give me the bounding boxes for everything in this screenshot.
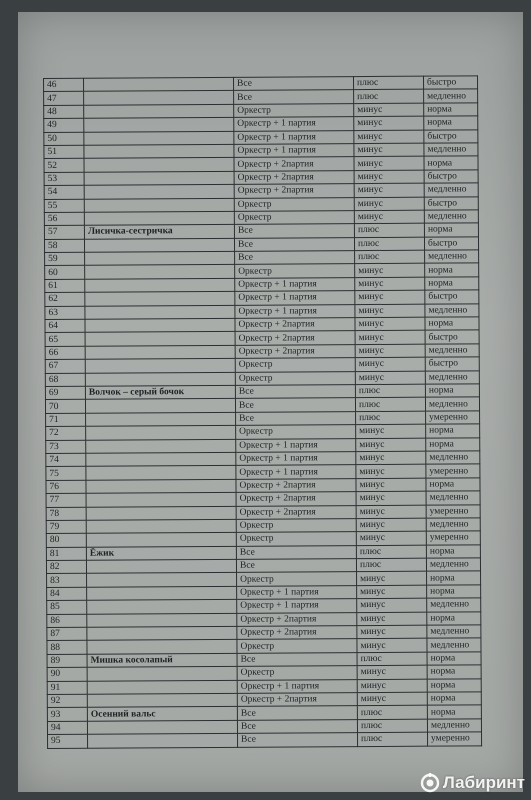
tempo-cell: норма xyxy=(425,384,479,398)
song-title-cell xyxy=(85,318,235,332)
tempo-cell: медленно xyxy=(424,89,478,103)
song-title-cell xyxy=(84,184,234,198)
part-cell: Все xyxy=(236,545,356,559)
part-cell: Все xyxy=(235,398,355,412)
tempo-cell: медленно xyxy=(427,638,481,652)
part-cell: Все xyxy=(238,733,358,747)
tempo-cell: быстро xyxy=(425,357,479,371)
row-number-cell: 92 xyxy=(47,694,87,708)
sign-cell: минус xyxy=(354,103,424,117)
part-cell: Все xyxy=(237,706,357,720)
row-number-cell: 82 xyxy=(46,560,86,574)
sign-cell: минус xyxy=(355,304,425,318)
sign-cell: минус xyxy=(354,143,424,157)
song-title-cell xyxy=(84,91,234,105)
row-number-cell: 55 xyxy=(44,199,84,213)
part-cell: Оркестр xyxy=(236,532,356,546)
song-title-cell xyxy=(88,733,238,747)
row-number-cell: 88 xyxy=(47,641,87,655)
part-cell: Оркестр xyxy=(235,264,355,278)
tempo-cell: медленно xyxy=(427,719,481,733)
tempo-cell: медленно xyxy=(425,250,479,264)
sign-cell: минус xyxy=(355,290,425,304)
sign-cell: минус xyxy=(356,531,426,545)
song-title-cell xyxy=(84,171,234,185)
sign-cell: плюс xyxy=(356,545,426,559)
row-number-cell: 48 xyxy=(44,105,84,119)
row-number-cell: 84 xyxy=(47,587,87,601)
part-cell: Оркестр + 1 партия xyxy=(234,117,354,131)
sign-cell: минус xyxy=(355,331,425,345)
part-cell: Оркестр + 2партия xyxy=(237,612,357,626)
row-number-cell: 49 xyxy=(44,118,84,132)
song-title-cell xyxy=(84,158,234,172)
part-cell: Все xyxy=(235,385,355,399)
tracks-table xyxy=(43,75,482,748)
row-number-cell: 91 xyxy=(47,681,87,695)
sign-cell: минус xyxy=(357,598,427,612)
tempo-cell: умеренно xyxy=(426,464,480,478)
row-number-cell: 64 xyxy=(45,319,85,333)
song-title-cell xyxy=(86,519,236,533)
song-title-cell xyxy=(86,425,236,439)
song-title-cell xyxy=(85,345,235,359)
song-title-cell xyxy=(85,265,235,279)
tempo-cell: медленно xyxy=(427,625,481,639)
sign-cell: минус xyxy=(355,371,425,385)
row-number-cell: 63 xyxy=(45,306,85,320)
song-title-cell xyxy=(87,573,237,587)
row-number-cell: 83 xyxy=(47,574,87,588)
sign-cell: минус xyxy=(356,505,426,519)
part-cell: Все xyxy=(235,251,355,265)
row-number-cell: 51 xyxy=(44,145,84,159)
song-title-cell: Мишка косолапый xyxy=(87,653,237,667)
tempo-cell: быстро xyxy=(425,330,479,344)
song-title-cell xyxy=(85,292,235,306)
part-cell: Оркестр + 1 партия xyxy=(236,438,356,452)
song-title-cell xyxy=(84,131,234,145)
tempo-cell: медленно xyxy=(424,210,478,224)
part-cell: Оркестр + 1 партия xyxy=(236,452,356,466)
row-number-cell: 81 xyxy=(46,547,86,561)
tempo-cell: умеренно xyxy=(426,411,480,425)
tempo-cell: медленно xyxy=(424,183,478,197)
part-cell: Оркестр + 1 партия xyxy=(236,465,356,479)
row-number-cell: 85 xyxy=(47,600,87,614)
sign-cell: минус xyxy=(357,612,427,626)
row-number-cell: 76 xyxy=(46,480,86,494)
tempo-cell: медленно xyxy=(425,344,479,358)
song-title-cell xyxy=(85,372,235,386)
tempo-cell: быстро xyxy=(425,290,479,304)
part-cell: Все xyxy=(233,77,353,91)
row-number-cell: 67 xyxy=(45,359,85,373)
tempo-cell: быстро xyxy=(424,237,478,251)
sign-cell: минус xyxy=(357,665,427,679)
song-title-cell xyxy=(86,492,236,506)
row-number-cell: 59 xyxy=(45,252,85,266)
row-number-cell: 79 xyxy=(46,520,86,534)
song-title-cell xyxy=(85,305,235,319)
song-title-cell xyxy=(87,680,237,694)
document-page xyxy=(18,12,523,792)
tempo-cell: умеренно xyxy=(426,504,480,518)
row-number-cell: 56 xyxy=(44,212,84,226)
row-number-cell: 90 xyxy=(47,667,87,681)
part-cell: Оркестр xyxy=(235,371,355,385)
song-title-cell xyxy=(84,238,234,252)
part-cell: Все xyxy=(237,719,357,733)
tempo-cell: медленно xyxy=(426,451,480,465)
sign-cell: минус xyxy=(355,344,425,358)
sign-cell: минус xyxy=(356,478,426,492)
sign-cell: минус xyxy=(356,424,426,438)
tempo-cell: быстро xyxy=(424,196,478,210)
part-cell: Оркестр + 1 партия xyxy=(234,130,354,144)
sign-cell: минус xyxy=(357,679,427,693)
part-cell: Оркестр + 2партия xyxy=(235,331,355,345)
row-number-cell: 80 xyxy=(46,534,86,548)
sign-cell: минус xyxy=(356,464,426,478)
sign-cell: минус xyxy=(354,170,424,184)
sign-cell: плюс xyxy=(357,652,427,666)
part-cell: Оркестр + 2партия xyxy=(236,505,356,519)
tempo-cell: норма xyxy=(427,705,481,719)
row-number-cell: 57 xyxy=(44,226,84,240)
sign-cell: минус xyxy=(357,692,427,706)
row-number-cell: 86 xyxy=(47,614,87,628)
tempo-cell: медленно xyxy=(426,491,480,505)
tempo-cell: быстро xyxy=(424,129,478,143)
row-number-cell: 62 xyxy=(45,292,85,306)
part-cell: Оркестр xyxy=(236,425,356,439)
row-number-cell: 72 xyxy=(46,426,86,440)
tempo-cell: норма xyxy=(424,156,478,170)
part-cell: Оркестр + 2партия xyxy=(236,478,356,492)
part-cell: Оркестр + 2партия xyxy=(234,170,354,184)
tempo-cell: медленно xyxy=(426,518,480,532)
row-number-cell: 75 xyxy=(46,467,86,481)
row-number-cell: 71 xyxy=(46,413,86,427)
sign-cell: плюс xyxy=(354,237,424,251)
tempo-cell: медленно xyxy=(426,558,480,572)
sign-cell: минус xyxy=(356,491,426,505)
song-title-cell xyxy=(85,278,235,292)
sign-cell: минус xyxy=(354,183,424,197)
sign-cell: минус xyxy=(357,625,427,639)
song-title-cell xyxy=(87,693,237,707)
song-title-cell: Осенний вальс xyxy=(87,707,237,721)
tempo-cell: норма xyxy=(425,277,479,291)
row-number-cell: 46 xyxy=(44,78,84,92)
tempo-cell: медленно xyxy=(424,143,478,157)
tempo-cell: норма xyxy=(427,692,481,706)
tempo-cell: умеренно xyxy=(428,732,482,746)
part-cell: Все xyxy=(236,559,356,573)
tracks-table-body xyxy=(44,76,482,748)
song-title-cell: Ёжик xyxy=(86,546,236,560)
row-number-cell: 78 xyxy=(46,507,86,521)
row-number-cell: 87 xyxy=(47,627,87,641)
part-cell: Оркестр xyxy=(237,639,357,653)
sign-cell: минус xyxy=(357,639,427,653)
part-cell: Все xyxy=(234,90,354,104)
sign-cell: минус xyxy=(357,572,427,586)
sign-cell: плюс xyxy=(354,90,424,104)
row-number-cell: 73 xyxy=(46,440,86,454)
song-title-cell xyxy=(87,586,237,600)
tempo-cell: норма xyxy=(426,478,480,492)
sign-cell: плюс xyxy=(355,384,425,398)
row-number-cell: 53 xyxy=(44,172,84,186)
part-cell: Оркестр + 2партия xyxy=(235,318,355,332)
part-cell: Оркестр + 1 партия xyxy=(237,679,357,693)
part-cell: Оркестр xyxy=(235,358,355,372)
row-number-cell: 69 xyxy=(45,386,85,400)
song-title-cell xyxy=(85,359,235,373)
row-number-cell: 93 xyxy=(47,708,87,722)
tempo-cell: норма xyxy=(425,263,479,277)
watermark xyxy=(420,772,525,794)
part-cell: Оркестр + 1 партия xyxy=(235,304,355,318)
tempo-cell: норма xyxy=(427,652,481,666)
song-title-cell xyxy=(84,77,234,91)
sign-cell: минус xyxy=(354,197,424,211)
sign-cell: минус xyxy=(356,518,426,532)
song-title-cell xyxy=(87,626,237,640)
sign-cell: плюс xyxy=(355,398,425,412)
sign-cell: минус xyxy=(354,130,424,144)
sign-cell: минус xyxy=(355,264,425,278)
song-title-cell: Волчок – серый бочок xyxy=(85,385,235,399)
row-number-cell: 74 xyxy=(46,453,86,467)
tempo-cell: норма xyxy=(427,665,481,679)
tempo-cell: норма xyxy=(426,424,480,438)
part-cell: Оркестр xyxy=(236,518,356,532)
tempo-cell: норма xyxy=(424,223,478,237)
sign-cell: минус xyxy=(354,116,424,130)
part-cell: Оркестр + 2партия xyxy=(237,693,357,707)
row-number-cell: 68 xyxy=(45,373,85,387)
row-number-cell: 95 xyxy=(48,734,88,748)
part-cell: Оркестр + 2партия xyxy=(235,344,355,358)
song-title-cell xyxy=(84,118,234,132)
part-cell: Оркестр + 2партия xyxy=(234,184,354,198)
tempo-cell: медленно xyxy=(425,397,479,411)
song-title-cell xyxy=(87,720,237,734)
part-cell: Оркестр + 1 партия xyxy=(235,291,355,305)
tempo-cell: норма xyxy=(426,545,480,559)
sign-cell: плюс xyxy=(357,719,427,733)
song-title-cell: Лисичка-сестричка xyxy=(84,225,234,239)
sign-cell: минус xyxy=(355,277,425,291)
song-title-cell xyxy=(86,533,236,547)
sign-cell: минус xyxy=(354,157,424,171)
tempo-cell: норма xyxy=(427,571,481,585)
row-number-cell: 61 xyxy=(45,279,85,293)
part-cell: Все xyxy=(236,411,356,425)
tempo-cell: медленно xyxy=(427,598,481,612)
sign-cell: плюс xyxy=(356,558,426,572)
song-title-cell xyxy=(87,667,237,681)
tempo-cell: норма xyxy=(427,611,481,625)
row-number-cell: 70 xyxy=(45,400,85,414)
part-cell: Оркестр xyxy=(234,197,354,211)
table-row xyxy=(48,732,482,748)
song-title-cell xyxy=(86,506,236,520)
row-number-cell: 60 xyxy=(45,266,85,280)
part-cell: Все xyxy=(237,652,357,666)
watermark-text: Лабиринт xyxy=(442,773,525,792)
part-cell: Оркестр + 1 партия xyxy=(234,144,354,158)
tempo-cell: медленно xyxy=(425,303,479,317)
sign-cell: минус xyxy=(356,438,426,452)
part-cell: Оркестр + 2партия xyxy=(234,157,354,171)
sign-cell: минус xyxy=(355,357,425,371)
row-number-cell: 54 xyxy=(44,185,84,199)
song-title-cell xyxy=(87,600,237,614)
song-title-cell xyxy=(84,104,234,118)
sign-cell: плюс xyxy=(353,76,423,90)
song-title-cell xyxy=(86,412,236,426)
song-title-cell xyxy=(84,211,234,225)
row-number-cell: 65 xyxy=(45,333,85,347)
sign-cell: минус xyxy=(356,451,426,465)
song-title-cell xyxy=(84,144,234,158)
part-cell: Оркестр + 2партия xyxy=(237,626,357,640)
part-cell: Оркестр xyxy=(237,666,357,680)
tempo-cell: быстро xyxy=(424,170,478,184)
sign-cell: плюс xyxy=(357,706,427,720)
tempo-cell: норма xyxy=(424,103,478,117)
tempo-cell: норма xyxy=(426,437,480,451)
tempo-cell: норма xyxy=(427,585,481,599)
song-title-cell xyxy=(85,399,235,413)
song-title-cell xyxy=(85,251,235,265)
sign-cell: плюс xyxy=(355,250,425,264)
tempo-cell: умеренно xyxy=(426,531,480,545)
song-title-cell xyxy=(86,452,236,466)
tempo-cell: норма xyxy=(425,317,479,331)
part-cell: Оркестр + 1 партия xyxy=(235,277,355,291)
tempo-cell: норма xyxy=(427,678,481,692)
song-title-cell xyxy=(86,466,236,480)
song-title-cell xyxy=(84,198,234,212)
sign-cell: минус xyxy=(354,210,424,224)
song-title-cell xyxy=(87,613,237,627)
song-title-cell xyxy=(86,559,236,573)
sign-cell: плюс xyxy=(358,732,428,746)
row-number-cell: 58 xyxy=(44,239,84,253)
row-number-cell: 50 xyxy=(44,132,84,146)
labyrinth-logo-icon xyxy=(420,772,440,794)
part-cell: Оркестр xyxy=(234,103,354,117)
tempo-cell: быстро xyxy=(423,76,477,90)
song-title-cell xyxy=(86,439,236,453)
sign-cell: минус xyxy=(355,317,425,331)
tempo-cell: норма xyxy=(424,116,478,130)
sign-cell: плюс xyxy=(354,223,424,237)
sign-cell: плюс xyxy=(356,411,426,425)
part-cell: Оркестр + 1 партия xyxy=(237,585,357,599)
part-cell: Все xyxy=(234,237,354,251)
tempo-cell: медленно xyxy=(425,370,479,384)
row-number-cell: 66 xyxy=(45,346,85,360)
row-number-cell: 77 xyxy=(46,493,86,507)
row-number-cell: 89 xyxy=(47,654,87,668)
part-cell: Оркестр + 1 партия xyxy=(237,599,357,613)
part-cell: Оркестр xyxy=(237,572,357,586)
sign-cell: минус xyxy=(357,585,427,599)
row-number-cell: 94 xyxy=(47,721,87,735)
song-title-cell xyxy=(86,479,236,493)
song-title-cell xyxy=(87,640,237,654)
song-title-cell xyxy=(85,332,235,346)
row-number-cell: 47 xyxy=(44,92,84,106)
part-cell: Все xyxy=(234,224,354,238)
part-cell: Оркестр + 2партия xyxy=(236,492,356,506)
part-cell: Оркестр xyxy=(234,211,354,225)
row-number-cell: 52 xyxy=(44,159,84,173)
